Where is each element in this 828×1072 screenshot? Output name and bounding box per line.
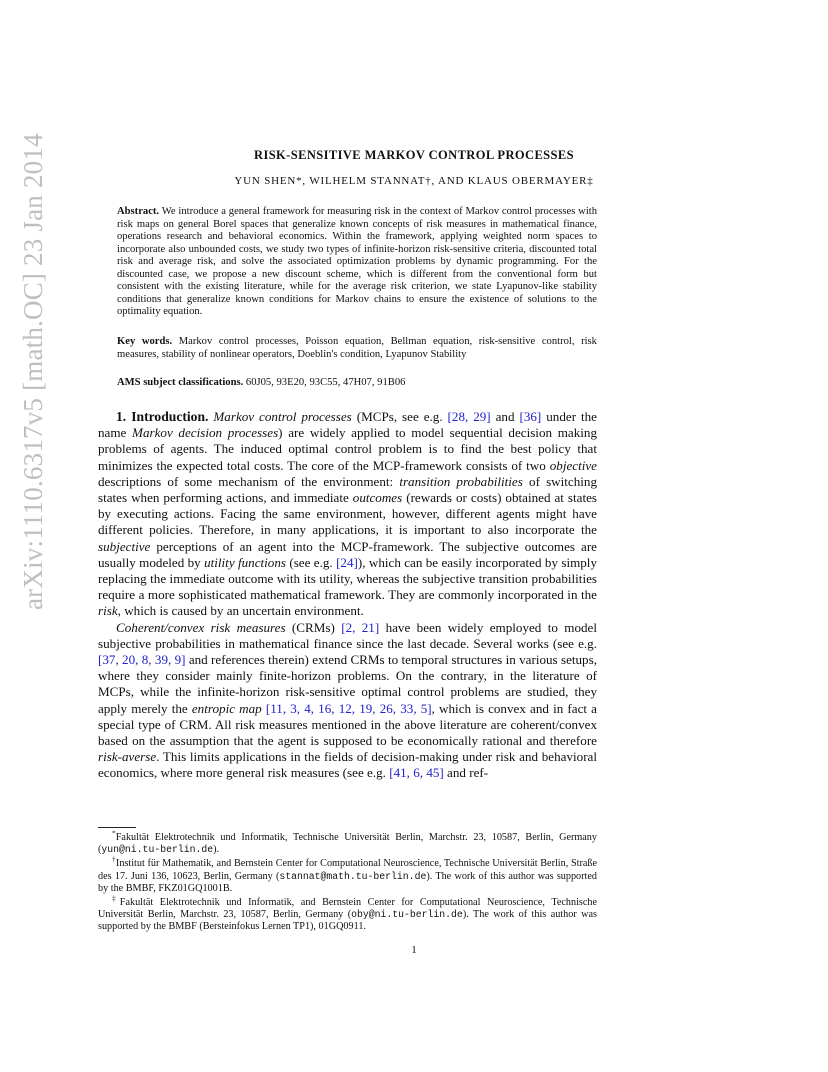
text-run: under the name: [98, 409, 597, 441]
keywords: [117, 336, 597, 361]
paper-title: RISK-SENSITIVE MARKOV CONTROL PROCESSES: [254, 148, 574, 162]
emphasized-term: Coherent/convex risk measures: [116, 619, 286, 635]
footnote-mark: *: [112, 828, 116, 838]
footnote-rule: [98, 827, 136, 828]
abstract-heading: Abstract.: [117, 206, 160, 217]
citation-link[interactable]: [2, 21]: [341, 619, 380, 635]
emphasized-term: outcomes: [352, 490, 403, 506]
emphasized-term: Markov control processes: [213, 409, 352, 424]
footnote: [98, 828, 597, 856]
abstract-text: We introduce a general framework for measuring risk in the context of Markov control processes with risk maps on general Borel spaces that generalize known concepts of risk measures in mathematical finance, operations research and behavioral economics. Within the framework, applying weighted norm spaces to incorporate also unbounded costs, we study two types of infinite-horizon risk-sensitive criteria, discounted total risk and average risk, and solve the associated optimization problems by dynamic programming. For the discounted case, we propose a new discount scheme, which is different from the conventional form but consistent with the existing literature, while for the average risk criterion, we state Lyapunov-like stability conditions that generalize known conditions for Markov chains to ensure the existence of solutions to the optimality equation.: [117, 206, 597, 318]
footnotes: [98, 828, 598, 936]
ams-classifications: [117, 377, 597, 390]
text-run: (see e.g.: [286, 554, 337, 570]
citation-link[interactable]: [28, 29]: [447, 409, 491, 424]
page-number: 1: [411, 944, 417, 956]
text-run: , which is caused by an uncertain environment.: [117, 603, 364, 619]
citation-link[interactable]: [36]: [519, 409, 542, 424]
text-run: and references therein) extend CRMs to temporal structures in various setups, where they consider mainly finite-horizon problems. On the contrary, in the literature of MCPs, while the infinite-horizon risk-sensitive optimal control problems are studied, they apply merely the: [98, 652, 597, 716]
text-run: of switching states when performing actions, and immediate: [98, 473, 598, 506]
citation-link[interactable]: [37, 20, 8, 39, 9]: [98, 652, 186, 668]
text-run: ). The work of this author was supported by the BMBF, FKZ01GQ1001B.: [98, 870, 597, 894]
text-run: Fakultät Elektrotechnik und Informatik, Technische Universität Berlin, Marchstr. 23, 10587, Berlin, Germany (: [98, 832, 597, 856]
emphasized-term: subjective: [98, 538, 151, 554]
text-run: (CRMs): [285, 619, 342, 635]
footnote-mark: ‡: [112, 893, 120, 903]
footnote: [98, 893, 597, 934]
keywords-heading: Key words.: [117, 336, 173, 347]
ams-heading: AMS subject classifications.: [117, 377, 244, 388]
abstract: [117, 206, 597, 319]
text-run: ), which can be easily incorporated by simply replacing the immediate outcome with its utility, whereas the subjective transition probabilities require a more sophisticated mathematical framework. They are commonly incorporated in the: [98, 554, 597, 603]
emphasized-term: Markov decision processes: [132, 425, 279, 441]
text-run: ). The work of this author was supported by the BMBF (Bersteinfokus Lernen TP1), 01GQ0911.: [98, 909, 597, 933]
email-address: stannat@math.tu-berlin.de: [279, 870, 427, 882]
text-run: (rewards or costs) obtained at states by executing actions. Facing the same environment, however, different agents might have different policies. Therefore, in many applications, it is important to also incorporate the: [98, 490, 597, 538]
intro-paragraph-1: [98, 409, 597, 620]
text-run: have been widely employed to model subjective probabilities in mathematical finance since the last decade. Several works (see e.g.: [98, 619, 597, 651]
text-run: perceptions of an agent into the MCP-framework. The subjective outcomes are usually modeled by: [98, 538, 597, 570]
emphasized-term: entropic map: [191, 700, 262, 716]
emphasized-term: risk-averse: [98, 749, 157, 765]
intro-paragraph-2: [98, 620, 597, 782]
ams-codes: 60J05, 93E20, 93C55, 47H07, 91B06: [245, 377, 406, 388]
text-run: Fakultät Elektrotechnik und Informatik, and Bernstein Center for Computational Neuroscience, Technische Universität Berlin, Marchstr. 23, 10587, Berlin, Germany (: [98, 897, 597, 921]
footnote: [98, 855, 598, 895]
text-run: ).: [213, 844, 220, 856]
text-run: descriptions of some mechanism of the environment:: [98, 473, 400, 489]
section-heading: 1. Introduction.: [116, 409, 209, 424]
intro-paragraph-1-text: [98, 409, 597, 618]
introduction-section: [98, 409, 597, 782]
email-address: oby@ni.tu-berlin.de: [351, 909, 463, 921]
text-run: and ref-: [443, 765, 489, 781]
text-run: , which is convex and in fact a special type of CRM. All risk measures mentioned in the above literature are coherent/convex based on the assumption that the agent is supposed to be economically rational and therefore: [98, 700, 597, 749]
citation-link[interactable]: [24]: [336, 554, 358, 570]
emphasized-term: utility functions: [204, 554, 286, 570]
text-run: . This limits applications in the fields of decision-making under risk and behavioral economics, where more general risk measures (see e.g.: [98, 749, 597, 781]
text-run: Institut für Mathematik, and Bernstein Center for Computational Neuroscience, Technische Universität Berlin, Straße des 17. Juni 136, 10623, Berlin, Germany (: [98, 858, 598, 882]
citation-link[interactable]: [11, 3, 4, 16, 12, 19, 26, 33, 5]: [265, 700, 432, 716]
arxiv-identifier[interactable]: arXiv:1110.6317v5 [math.OC] 23 Jan 2014: [18, 133, 48, 610]
author-list: YUN SHEN*, WILHELM STANNAT†, AND KLAUS OBERMAYER‡: [234, 175, 594, 187]
emphasized-term: objective: [549, 457, 597, 473]
email-address: yun@ni.tu-berlin.de: [101, 844, 214, 856]
emphasized-term: transition probabilities: [399, 473, 523, 489]
intro-paragraph-2-text: [98, 620, 597, 781]
keywords-text: Markov control processes, Poisson equation, Bellman equation, risk-sensitive control, risk measures, stability of nonlinear operators, Doeblin's condition, Lyapunov Stability: [117, 336, 597, 360]
footnote-mark: †: [112, 855, 116, 865]
emphasized-term: risk: [98, 603, 118, 619]
text-run: (MCPs, see e.g.: [351, 409, 448, 424]
arxiv-stamp: [8, 133, 58, 610]
citation-link[interactable]: [41, 6, 45]: [389, 765, 444, 781]
text-run: and: [490, 409, 520, 424]
text-run: ) are widely applied to model sequential decision making problems of agents. The induced optimal control problem is to find the best policy that minimizes the expected total costs. The core of the MCP-framework consists of two: [98, 425, 597, 473]
